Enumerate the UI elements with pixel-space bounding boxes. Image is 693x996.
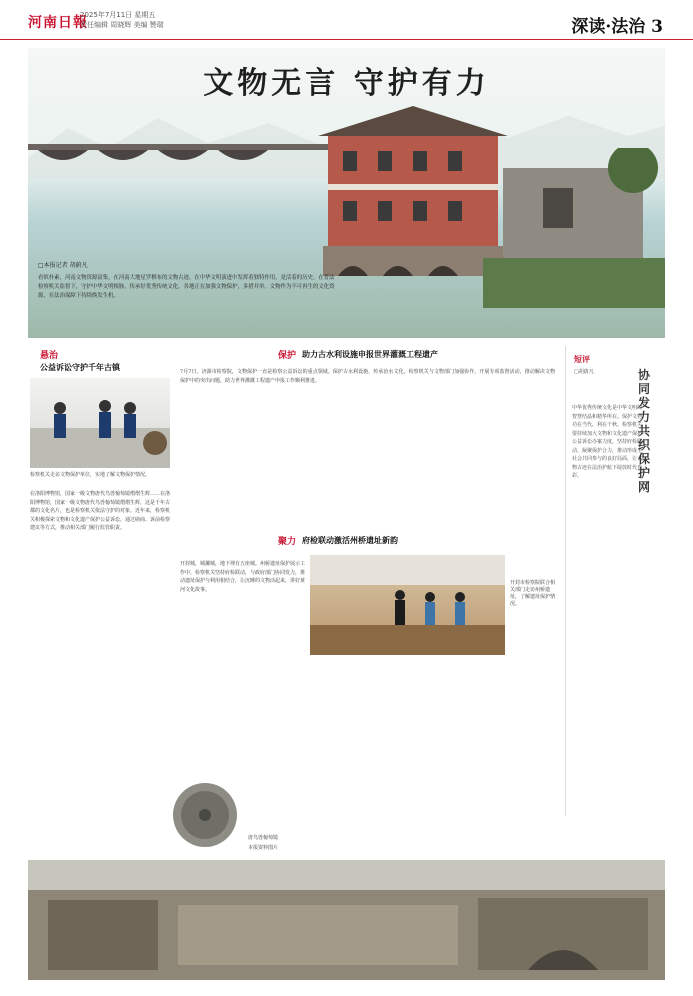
section-label: 保护 [278,351,297,361]
mirror-label: 唐鸟兽葡萄镜 [248,835,279,841]
intro-paragraph: 看似朴素，河南文物资源富集，在河南大地星罗棋布的文物古迹，在中华文明演进中发挥着独特作用，是活着的历史。在普法检察机关监督下，守护中华文明根脉，传承好优秀传统文化，各地正在加强文物保护，多措并举。文物作为不可再生的文化资源，在法治保障下持续焕发生机。 [38,275,335,299]
article-column: 开封城，城摞城，地下埋有五座城。州桥遗址保护展示工作中，检察机关坚持府检联动，与政府部门协同发力，推动遗址保护与利用相结合，让沉睡的文物活起来，讲好黄河文化故事。 [180,561,306,593]
stone-bridge [28,144,328,174]
section-heading-2 [278,348,438,361]
section-subheading: 助力古水利设施申报世界灌溉工程遗产 [302,349,439,359]
reporter-credit: □本报记者 胡蔚凡 [38,262,88,269]
commentary-body: 中华优秀传统文化是中华文明的智慧结晶和精华所在。保护文物功在当代、利在千秋。检察机关要持续加大文物和文化遗产保护公益诉讼办案力度，坚持府检联动，凝聚保护合力，推动形成全社会共同参与的良好局面，让文物古迹在法治护航下绽放时代光彩。 [572,405,643,479]
section-label: 聚力 [278,537,297,547]
commentary-title: 协同发力共织保护网 [638,368,651,494]
section-subheading: 公益诉讼守护千年古镇 [40,362,120,372]
page-section-tag: 深读·法治 3 [571,17,663,37]
editor-line: 责任编辑 周晓辉 美编 赞瑞 [80,21,164,29]
ancient-ruins [483,148,665,308]
article-column: 7月7日，济源市检察院，文物保护一直是检察公益诉讼的重点领域。保护古水利设施，传承治水文化。检察机关与文物部门加强协作，开展专项监督活动，推动解决文物保护中的突出问题，助力世界灌溉工程遗产申报工作顺利推进。 [180,369,555,384]
site-visit-photo [310,555,505,655]
commentary-label: 短评 [574,354,590,364]
hero-banner [28,48,665,338]
date-line: 2025年7月11日 星期五 [80,11,156,19]
newspaper-logo: 河南日報 [28,15,88,31]
article-column: 在洛阳博物馆，国家一级文物唐代鸟兽葡萄镜熠熠生辉……在洛阳博物馆，国家一级文物唐代鸟兽葡萄镜熠熠生辉，这是千年古都的文化名片，也是检察机关依法守护的对象。近年来，检察机关积极探索文物和文化遗产保护公益诉讼，通过磋商、诉前检察建议等方式，推动相关部门履行监管职责。 [30,491,171,532]
section-subheading: 府检联动激活州桥遗址新韵 [302,535,399,545]
issue-info [80,10,164,30]
commentary-sidebar [565,346,675,816]
photo-caption: 检察机关走访文物保护单位，实地了解文物保护情况。 [30,472,151,478]
inspection-photo [30,378,170,468]
bronze-mirror-photo [165,780,245,850]
commentary-author: □胡蔚凡 [574,369,594,375]
section-label: 悬治 [40,351,59,361]
headline: 文物无言 守护有力 [203,66,490,101]
excavation-site-photo [28,860,665,980]
section-heading-1 [40,348,58,361]
mirror-caption: 本报资料图片 [248,845,279,851]
section-heading-3 [278,534,398,547]
masthead [0,0,693,40]
photo-caption: 开封市检察院联合相关部门走访州桥遗址，了解遗址保护情况。 [510,580,556,607]
